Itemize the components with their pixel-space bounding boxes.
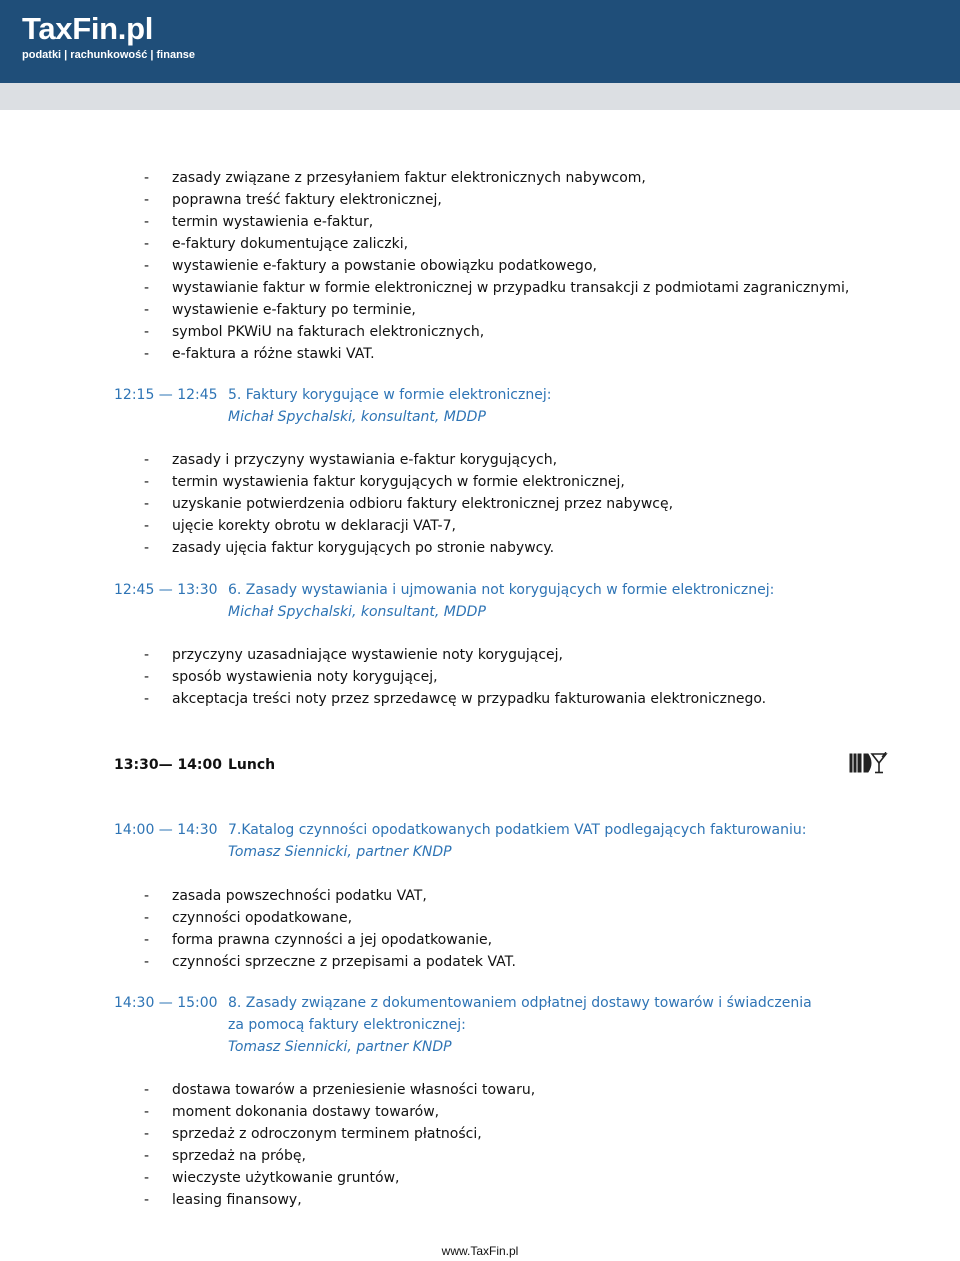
list-item: - e-faktura a różne stawki VAT. (144, 346, 375, 362)
session-8-heading (114, 992, 894, 1058)
topic-list-session5 (144, 449, 673, 559)
list-item: - sprzedaż na próbę, (144, 1148, 306, 1164)
list-item: - przyczyny uzasadniające wystawienie noty korygującej, (144, 647, 563, 663)
list-item: - zasady ujęcia faktur korygujących po stronie nabywcy. (144, 540, 555, 556)
list-item: - termin wystawienia faktur korygujących w formie elektronicznej, (144, 474, 625, 490)
list-item: - zasady i przyczyny wystawiania e-faktur korygujących, (144, 452, 558, 468)
list-item: - termin wystawienia e-faktur, (144, 214, 374, 230)
list-item: - zasada powszechności podatku VAT, (144, 888, 427, 904)
list-item: - czynności opodatkowane, (144, 910, 353, 926)
session-title-continued: za pomocą faktury elektronicznej: (228, 1017, 466, 1033)
session-title: 5. Faktury korygujące w formie elektronicznej: (228, 387, 552, 403)
session-5-heading (114, 384, 894, 428)
cutlery-glass-icon (848, 752, 888, 783)
session-title: 7.Katalog czynności opodatkowanych podatkiem VAT podlegających fakturowaniu: (228, 822, 807, 838)
taxfin-logo[interactable] (22, 12, 195, 62)
list-item: - uzyskanie potwierdzenia odbioru faktury elektronicznej przez nabywcę, (144, 496, 674, 512)
topic-list-session8 (144, 1079, 535, 1211)
list-item: - sposób wystawienia noty korygującej, (144, 669, 438, 685)
list-item: - czynności sprzeczne z przepisami a podatek VAT. (144, 954, 517, 970)
list-item: - ujęcie korekty obrotu w deklaracji VAT-7, (144, 518, 456, 534)
list-item: - wieczyste użytkowanie gruntów, (144, 1170, 400, 1186)
header-band (0, 83, 960, 110)
session-speaker: Tomasz Siennicki, partner KNDP (228, 1039, 452, 1055)
session-title: 8. Zasady związane z dokumentowaniem odpłatnej dostawy towarów i świadczenia (228, 995, 812, 1011)
topic-list-session4 (144, 167, 849, 365)
list-item: - wystawianie faktur w formie elektronicznej w przypadku transakcji z podmiotami zagranicznymi, (144, 280, 850, 296)
session-time: 14:00 — 14:30 (114, 822, 218, 838)
session-time: 12:15 — 12:45 (114, 387, 218, 403)
session-time: 14:30 — 15:00 (114, 995, 218, 1011)
topic-list-session6 (144, 644, 766, 710)
session-speaker: Michał Spychalski, konsultant, MDDP (228, 409, 486, 425)
list-item: - zasady związane z przesyłaniem faktur elektronicznych nabywcom, (144, 170, 646, 186)
session-speaker: Tomasz Siennicki, partner KNDP (228, 844, 452, 860)
list-item: - forma prawna czynności a jej opodatkowanie, (144, 932, 493, 948)
session-title: 6. Zasady wystawiania i ujmowania not korygujących w formie elektronicznej: (228, 582, 775, 598)
topic-list-session7 (144, 885, 516, 973)
session-7-heading (114, 819, 894, 863)
list-item: - symbol PKWiU na fakturach elektronicznych, (144, 324, 485, 340)
list-item: - moment dokonania dostawy towarów, (144, 1104, 440, 1120)
list-item: - wystawienie e-faktury a powstanie obowiązku podatkowego, (144, 258, 597, 274)
list-item: - dostawa towarów a przeniesienie własności towaru, (144, 1082, 536, 1098)
session-time: 12:45 — 13:30 (114, 582, 218, 598)
list-item: - poprawna treść faktury elektronicznej, (144, 192, 442, 208)
session-speaker: Michał Spychalski, konsultant, MDDP (228, 604, 486, 620)
page-header (0, 0, 960, 83)
lunch-label: Lunch (228, 757, 276, 773)
lunch-time: 13:30— 14:00 (114, 757, 223, 773)
logo-tagline: podatki | rachunkowość | finanse (22, 49, 196, 61)
list-item: - sprzedaż z odroczonym terminem płatności, (144, 1126, 482, 1142)
list-item: - leasing finansowy, (144, 1192, 302, 1208)
list-item: - akceptacja treści noty przez sprzedawcę w przypadku fakturowania elektronicznego. (144, 691, 767, 707)
session-6-heading (114, 579, 894, 623)
list-item: - wystawienie e-faktury po terminie, (144, 302, 416, 318)
list-item: - e-faktury dokumentujące zaliczki, (144, 236, 409, 252)
logo-text: TaxFin.pl (22, 11, 154, 46)
footer-url[interactable]: www.TaxFin.pl (441, 1244, 519, 1258)
lunch-row (114, 754, 894, 776)
